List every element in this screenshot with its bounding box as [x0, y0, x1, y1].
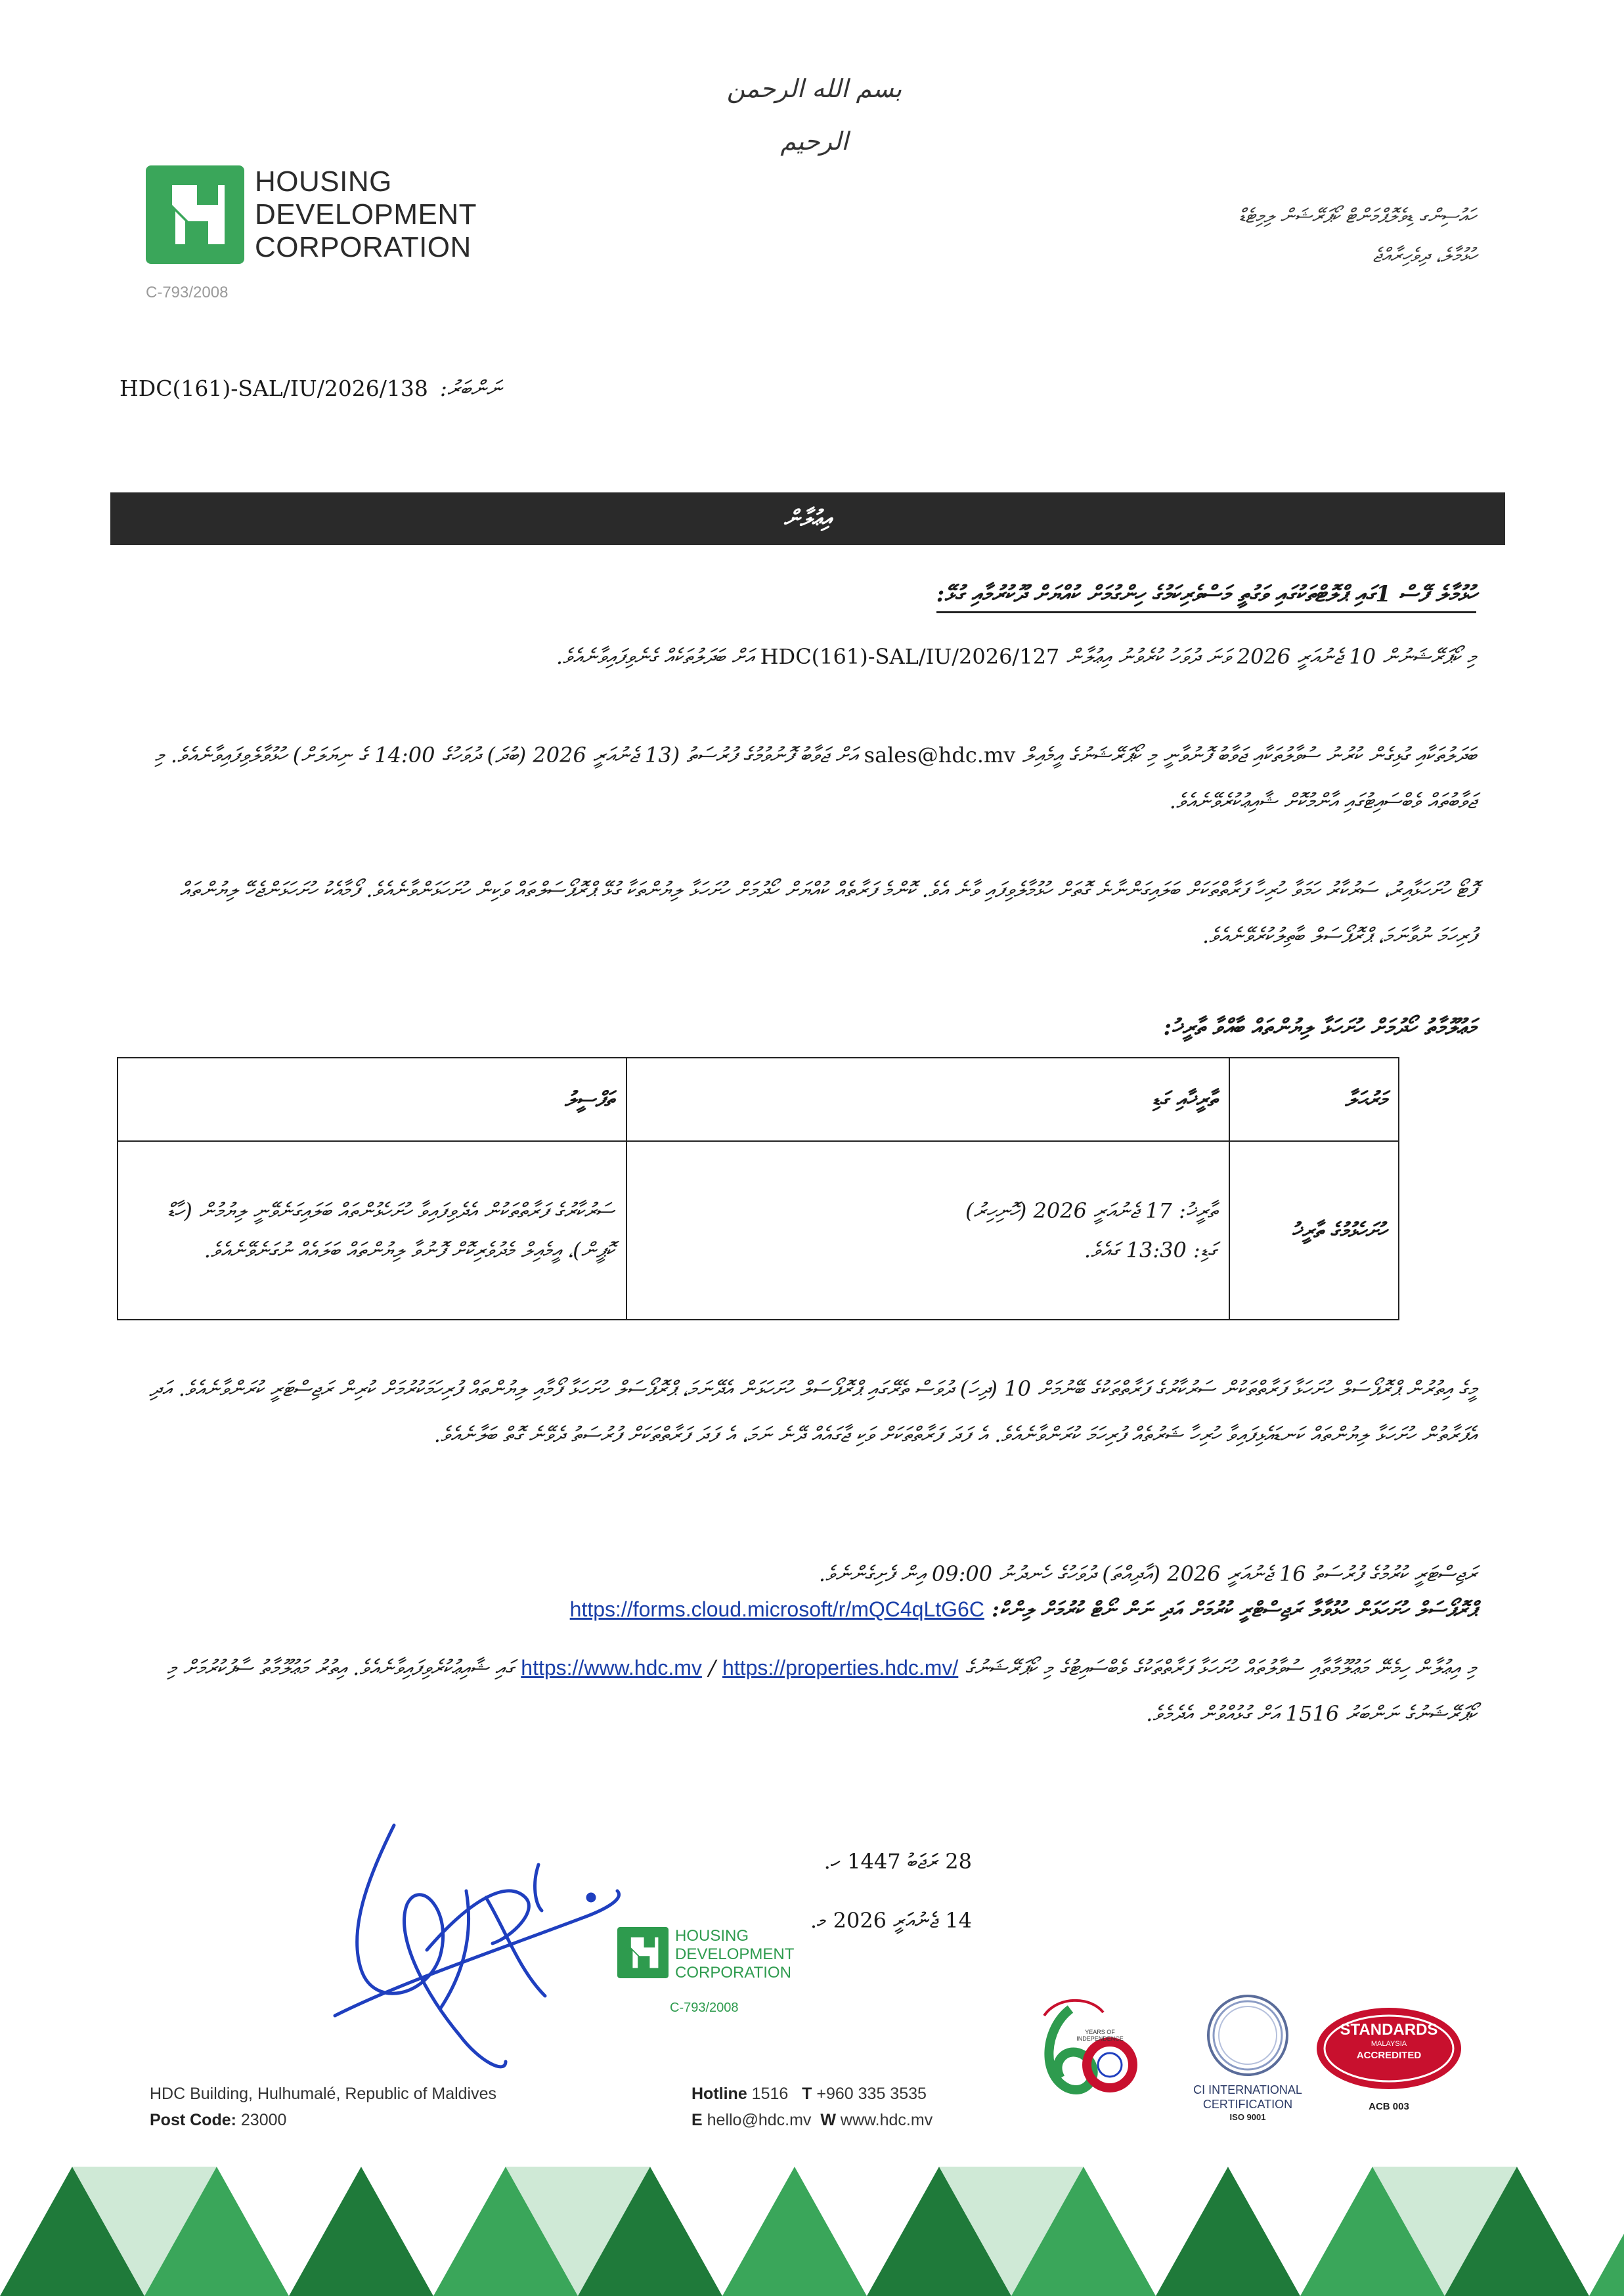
schedule-table: [117, 1057, 1399, 1320]
subject-line: ހުޅުމާލެ ފޭސް 1ގައި ޕްލޮޓްތަކުގައި ވަގުތީ މަސްވެރިކަމުގެ ހިންގުމަށް ކުއްޔަށް ދޫކުރުމާއި ގުޅޭ:: [936, 581, 1476, 613]
header-date-time: ތާރީޚާއި ގަޑި: [626, 1058, 1229, 1141]
reference-label: ނަންބަރު:: [439, 376, 502, 401]
cell-date: ތާރީޚު: 17 ޖެނުއަރީ 2026 (ހޮނިހިރު): [965, 1198, 1217, 1223]
phone-value: +960 335 3535: [816, 2085, 927, 2103]
postcode-value: 23000: [240, 2111, 287, 2129]
company-stamp: [617, 1927, 834, 2019]
p2-text-b: އަށް ޖަވާބު ފޮނުވުމުގެ ފުރުސަތު (13 ޖެނުއަރީ 2026 (ބުދަ) ދުވަހުގެ 14:00 ގެ ނިޔަލަށް) ހުޅުވާލެވިފައިވާނެއެވެ. މި ޖަވާބުތައް ވެބްސައިޓުގައި އާންމުކޮށް ޝާއިޢުކުރެވޭނެއެވެ.: [154, 743, 1476, 813]
email-value[interactable]: hello@hdc.mv: [707, 2111, 812, 2129]
paragraph-6: މި އިޢުލާން ހިމެނޭ މަޢުލޫމާތާއި ސުވާލުތައް ހުށަހަޅާ ފަރާތްތަކުގެ ވެބްސައިޓުގެ މި ކޯޕަރޭޝަނުގެ https://www.hdc.mv / https://properties.hdc.mv/ ގައި ޝާއިޢުކުރެވިފައިވާނެއެވެ. އިތުރު މަޢުލޫމާތު ސާފުކުރުމަށް މި ކޯޕަރޭޝަނުގެ ނަންބަރު 1516 އަށް ގުޅުއްވުން އެދެމެވެ.: [167, 1655, 1476, 1726]
stamp-line-2: DEVELOPMENT: [675, 1945, 795, 1963]
60-years-independence-badge: [1031, 1989, 1143, 2121]
header-details: ތަފްސީލު: [118, 1058, 626, 1141]
properties-website-link[interactable]: https://properties.hdc.mv/: [722, 1656, 959, 1679]
email-label: E: [691, 2111, 703, 2129]
reference-value: HDC(161)-SAL/IU/2026/138: [120, 376, 428, 401]
p2-text-a: ބަދަލުތަކާއި ގުޅިގެން ކުރުނު ސުވާލުތަކާއި ޖަވާބު ފޮނުވާނީ މި ކޯޕަރޭޝަނުގެ އީމެއިލް: [1022, 743, 1476, 768]
hotline-label: Hotline: [691, 2085, 747, 2103]
standards-title: STANDARDS: [1340, 2021, 1438, 2039]
stamp-registration: C-793/2008: [670, 2001, 739, 2015]
announcement-title: އިޢުލާން: [783, 506, 832, 532]
p1-text-b: އަށް ބަދަލުތަކެއް ގެނެވިފައިވާނެއެވެ.: [556, 644, 754, 669]
forms-link-line: [570, 1597, 1476, 1622]
stamp-wordmark: [675, 1927, 794, 1982]
hdc-website-link[interactable]: https://www.hdc.mv: [521, 1656, 702, 1679]
60-years-icon: [1031, 1989, 1143, 2121]
table-row: [118, 1141, 1399, 1320]
cell-stage: ހުށަހެޅުމުގެ ތާރީޚު: [1229, 1141, 1399, 1320]
p6-text-a: މި އިޢުލާން ހިމެނޭ މަޢުލޫމާތާއި ސުވާލުތައް ހުށަހަޅާ ފަރާތްތަކުގެ ވެބްސައިޓުގެ މި ކޯޕަރޭޝަނުގެ: [965, 1655, 1476, 1680]
p1-text-a: މި ކޯޕަރޭޝަނުން 10 ޖެނުއަރީ 2026 ވަނަ ދުވަހު ކުރެވުނު އިޢުލާން: [1066, 644, 1476, 669]
footer-address: HDC Building, Hulhumalé, Republic of Maldives: [150, 2085, 497, 2103]
footer-contact-line-1: [691, 2085, 927, 2104]
paragraph-4: މީގެ އިތުރުން ޕްރޮޕޯސަލް ހުށަހަޅާ ފަރާތްތަކުން ސަރުކާރުގެ ފަރާތްތަކުގެ ބޭނުމަށް 10 (ދިހަ) ދުވަސް ތެރޭގައި ޕްރޮޕޯސަލް ހުށަހަޅަން އެދޭނަމަ، ޕްރޮޕޯސަލް ހުށަހަޅާ ފޯމާއި ލިޔުންތައް ފުރިހަމަކުރުމަށް ކުރިން ރަޖިސްޓަރީ ކުރަންވާނެއެވެ. އަދި އެފަރާތުން ހުށަހަޅާ ލިޔުންތައް ކަނޑައެޅިފައިވާ ހުރިހާ ޝަރުތެއް ފުރިހަމަ ކުރަންވާނެއެވެ. އެ ފަދަ ފަރާތްތަކަށް ވަކި ޖާގައެއް ދޭނެ ނަމަ، އެ ފަދަ ފަރާތްތަކަށް ފުރުސަތު ދެވޭނެ ގޮތް ބަލާނެއެވެ.: [149, 1376, 1476, 1447]
bismillah-calligraphy: [709, 62, 919, 156]
stamp-logo-icon: [617, 1927, 669, 1978]
logo-wordmark: [255, 165, 477, 264]
paragraph-2: [143, 732, 1476, 824]
logo-line-1: HOUSING: [255, 165, 392, 198]
stamp-line-3: CORPORATION: [675, 1964, 791, 1982]
logo-line-2: DEVELOPMENT: [255, 198, 477, 230]
standards-accredited: ACCREDITED: [1356, 2050, 1422, 2061]
p6-text-b: ގައި ޝާއިޢުކުރެވިފައިވާނެއެވެ. އިތުރު މަޢުލޫމާތު ސާފުކުރުމަށް މި ކޯޕަރޭޝަނުގެ ނަންބަރު 1516 އަށް ގުޅުއްވުން އެދެމެވެ.: [167, 1655, 1476, 1726]
date-gregorian: 14 ޖެނުއަރީ 2026 މ.: [810, 1908, 972, 1933]
footer-postcode: [150, 2111, 286, 2130]
web-label: W: [820, 2111, 836, 2129]
standards-text: [1313, 2021, 1464, 2063]
standards-malaysia-badge: [1313, 2003, 1464, 2121]
org-name-line-1: ހައުސިންގ ޑިވެލޮޕްމަންޓް ކޯޕަރޭޝަން ލިމިޓެޑް: [1239, 205, 1476, 228]
ci-caption: [1182, 2083, 1313, 2123]
standards-code: ACB 003: [1369, 2101, 1409, 2112]
logo-line-3: CORPORATION: [255, 231, 472, 263]
table-title: މަޢުލޫމާތު ހޯދުމަށް ހުށަހަޅާ ލިޔުންތައް ބާއްވާ ތާރީޚު:: [1163, 1014, 1476, 1041]
hotline-value: 1516: [751, 2085, 789, 2103]
footer-contact-line-2: [691, 2111, 933, 2130]
cell-details: ސަރުކާރުގެ ފަރާތްތަކުން އެދެވިފައިވާ ހުށަހެޅުންތައް ބަލައިގަނެވޭނީ ލިޔުމުން (ހާޑް ކޮޕީން)، އީމެއިލް މެދުވެރިކޮށް ފޮނުވާ ލިޔުންތައް ބަލައެއް ނުގަނެވޭނެއެވެ.: [118, 1141, 626, 1320]
cell-time: ގަޑި: 13:30 ގައެވެ.: [1084, 1238, 1217, 1263]
date-hijri: 28 ރަޖަބު 1447 ހ.: [823, 1849, 972, 1874]
org-name-line-2: ހުޅުމާލެ، ދިވެހިރާއްޖެ: [1372, 244, 1476, 267]
p2-email[interactable]: sales@hdc.mv: [864, 743, 1016, 768]
header-stage: މަރުޙަލާ: [1229, 1058, 1399, 1141]
handwritten-signature: [309, 1799, 650, 2081]
footer-triangle-pattern: [0, 2167, 1624, 2296]
ci-line-3: ISO 9001: [1229, 2112, 1266, 2122]
phone-label: T: [802, 2085, 812, 2103]
web-value[interactable]: www.hdc.mv: [840, 2111, 933, 2129]
org-name-dhivehi: [1017, 197, 1476, 276]
bismillah-text: بسم الله الرحمن الرحيم: [726, 74, 902, 156]
paragraph-1: [143, 634, 1476, 680]
ci-line-1: CI INTERNATIONAL: [1193, 2083, 1302, 2096]
hdc-logo: [146, 165, 487, 264]
hdc-logo-mark-icon: [146, 165, 244, 264]
paragraph-3: ފޮޓޯ ހުށަހަޅާއިރު، ސަރުކާރު ހަމަވާ ހުރިހާ ފަރާތްތަކަށް ބަލައިގަންނާނެ ގޮތަށް ހުޅުމާލެވިފައި ވާނެ އެވެ. ކޮންމެ ފަރާތެއް ކުއްޔަށް ހޯދުމަށް ހުށަހަޅާ ލިޔުންތަކާ ގުޅޭ ޕްރޮޕޯސަލްތައް ވަކިން ހުށަހަޅަންވާނެއެވެ. ފޯމާއެކު ހުށަހަޅަންޖެހޭ ލިޔުންތައް ފުރިހަމަ ނުވާނަމަ، ޕްރޮޕޯސަލް ބާތިލުކުރެވޭނެއެވެ.: [179, 877, 1476, 948]
ci-ring-icon: [1202, 1989, 1294, 2081]
cell-date-time: [626, 1141, 1229, 1320]
forms-link[interactable]: https://forms.cloud.microsoft/r/mQC4qLtG6C: [569, 1597, 984, 1621]
reference-number: [120, 376, 501, 402]
forms-link-label: ޕްރޮޕޯސަލް ހުށަހަޅަން ހުޅުވާލާ ރަޖިސްޓްރީ ކުރުމަށް އަދި ނަން ނޯޓް ކުރުމަށް ލިންކް:: [992, 1597, 1476, 1622]
paragraph-5: ރަޖިސްޓަރީ ކުރުމުގެ ފުރުސަތު 16 ޖެނުއަރީ 2026 (އާދިއްތަ) ދުވަހުގެ ހެނދުނު 09:00 އިން ފެށިގެންނެވެ.: [818, 1561, 1476, 1586]
p1-reference: HDC(161)-SAL/IU/2026/127: [760, 644, 1060, 669]
stamp-line-1: HOUSING: [675, 1927, 749, 1945]
badge-60-caption: YEARS OF INDEPENDENCE: [1076, 2029, 1124, 2042]
table-header-row: [118, 1058, 1399, 1141]
logo-registration: C-793/2008: [146, 284, 229, 301]
ci-line-2: CERTIFICATION: [1202, 2098, 1293, 2111]
ci-international-badge: [1182, 1989, 1313, 2127]
standards-sub: MALAYSIA: [1371, 2040, 1407, 2048]
announcement-bar: [110, 492, 1505, 545]
postcode-label: Post Code:: [150, 2111, 236, 2129]
